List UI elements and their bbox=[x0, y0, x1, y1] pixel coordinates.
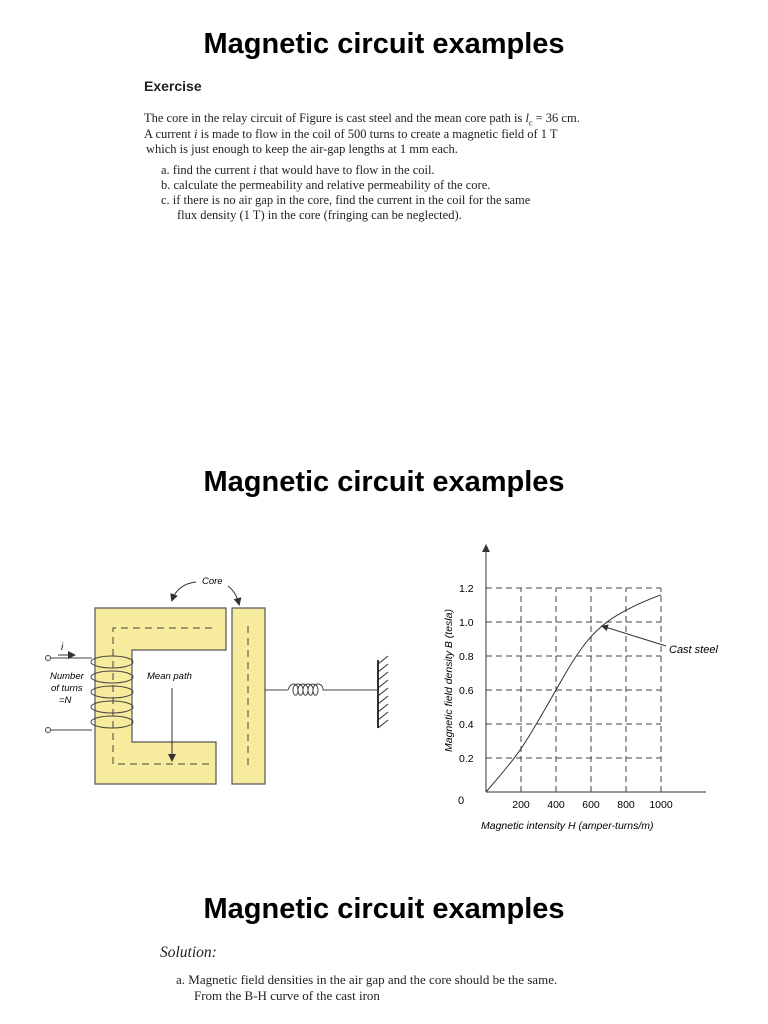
x-axis-label: Magnetic intensity H (amper-turns/m) bbox=[481, 820, 654, 832]
wall-hatch bbox=[378, 656, 388, 728]
item-a-post: that would have to flow in the coil. bbox=[256, 163, 435, 177]
exercise-line-2 bbox=[144, 127, 558, 142]
y-tick-label-0: 0.2 bbox=[459, 753, 474, 765]
x-tick-label-1: 400 bbox=[547, 799, 565, 811]
c-core bbox=[95, 608, 226, 784]
y-tick-label-1: 0.4 bbox=[459, 719, 474, 731]
relay-diagram bbox=[0, 560, 400, 800]
core-label: Core bbox=[202, 576, 223, 587]
line1-var: l bbox=[525, 111, 529, 125]
y-axis-label: Magnetic field density B (tesla) bbox=[443, 609, 455, 752]
armature bbox=[232, 608, 265, 784]
item-a-var: i bbox=[252, 163, 257, 177]
x-tick-label-4: 1000 bbox=[649, 799, 673, 811]
y-tick-label-2: 0.6 bbox=[459, 685, 474, 697]
solution-heading: Solution: bbox=[160, 944, 217, 961]
terminal-bottom bbox=[46, 728, 51, 733]
mean-path-label: Mean path bbox=[147, 671, 192, 682]
line2-post: is made to flow in the coil of 500 turns to create a magnetic field of 1 T bbox=[197, 127, 558, 141]
x-tick-label-0: 200 bbox=[512, 799, 530, 811]
x-tick-label-2: 600 bbox=[582, 799, 600, 811]
solution-line-a2: From the B-H curve of the cast iron bbox=[194, 988, 380, 1003]
exercise-item-c-1: c. if there is no air gap in the core, find the current in the coil for the same bbox=[161, 193, 531, 207]
exercise-item-a bbox=[161, 163, 435, 178]
annotation-arrow bbox=[602, 626, 666, 646]
line2-text: A current bbox=[144, 127, 194, 141]
line1-sub: c bbox=[528, 118, 533, 128]
bh-curve-cast-steel bbox=[486, 595, 661, 792]
turns-label-2: of turns bbox=[51, 683, 83, 694]
terminal-top bbox=[46, 656, 51, 661]
y-tick-label-5: 1.2 bbox=[459, 583, 474, 595]
x-tick-label-3: 800 bbox=[617, 799, 635, 811]
current-label: i bbox=[61, 642, 64, 653]
core-arrow-right bbox=[228, 586, 239, 604]
item-a-text: a. find the current bbox=[161, 163, 253, 177]
curve-annotation: Cast steel bbox=[669, 644, 718, 656]
line1-post: = 36 cm. bbox=[532, 111, 580, 125]
slide2-title: Magnetic circuit examples bbox=[203, 466, 565, 498]
y-tick-label-3: 0.8 bbox=[459, 651, 474, 663]
slide3-title: Magnetic circuit examples bbox=[203, 893, 565, 925]
spring bbox=[288, 684, 356, 695]
line2-var: i bbox=[193, 127, 198, 141]
solution-line-a1: a. Magnetic field densities in the air gap and the core should be the same. bbox=[176, 972, 558, 987]
slide1-title: Magnetic circuit examples bbox=[203, 28, 565, 60]
exercise-item-c-2: flux density (1 T) in the core (fringing can be neglected). bbox=[177, 208, 462, 222]
exercise-heading: Exercise bbox=[144, 78, 202, 94]
exercise-item-b: b. calculate the permeability and relative permeability of the core. bbox=[161, 178, 491, 192]
exercise-line-3: which is just enough to keep the air-gap lengths at 1 mm each. bbox=[146, 142, 458, 156]
origin-label: 0 bbox=[458, 795, 465, 807]
turns-label-1: Number bbox=[50, 671, 84, 682]
turns-label-3: =N bbox=[59, 695, 72, 706]
core-arrow-left bbox=[172, 582, 196, 600]
line1-text: The core in the relay circuit of Figure is cast steel and the mean core path is bbox=[144, 111, 526, 125]
bh-curve-chart bbox=[430, 540, 730, 840]
y-tick-label-4: 1.0 bbox=[459, 617, 474, 629]
